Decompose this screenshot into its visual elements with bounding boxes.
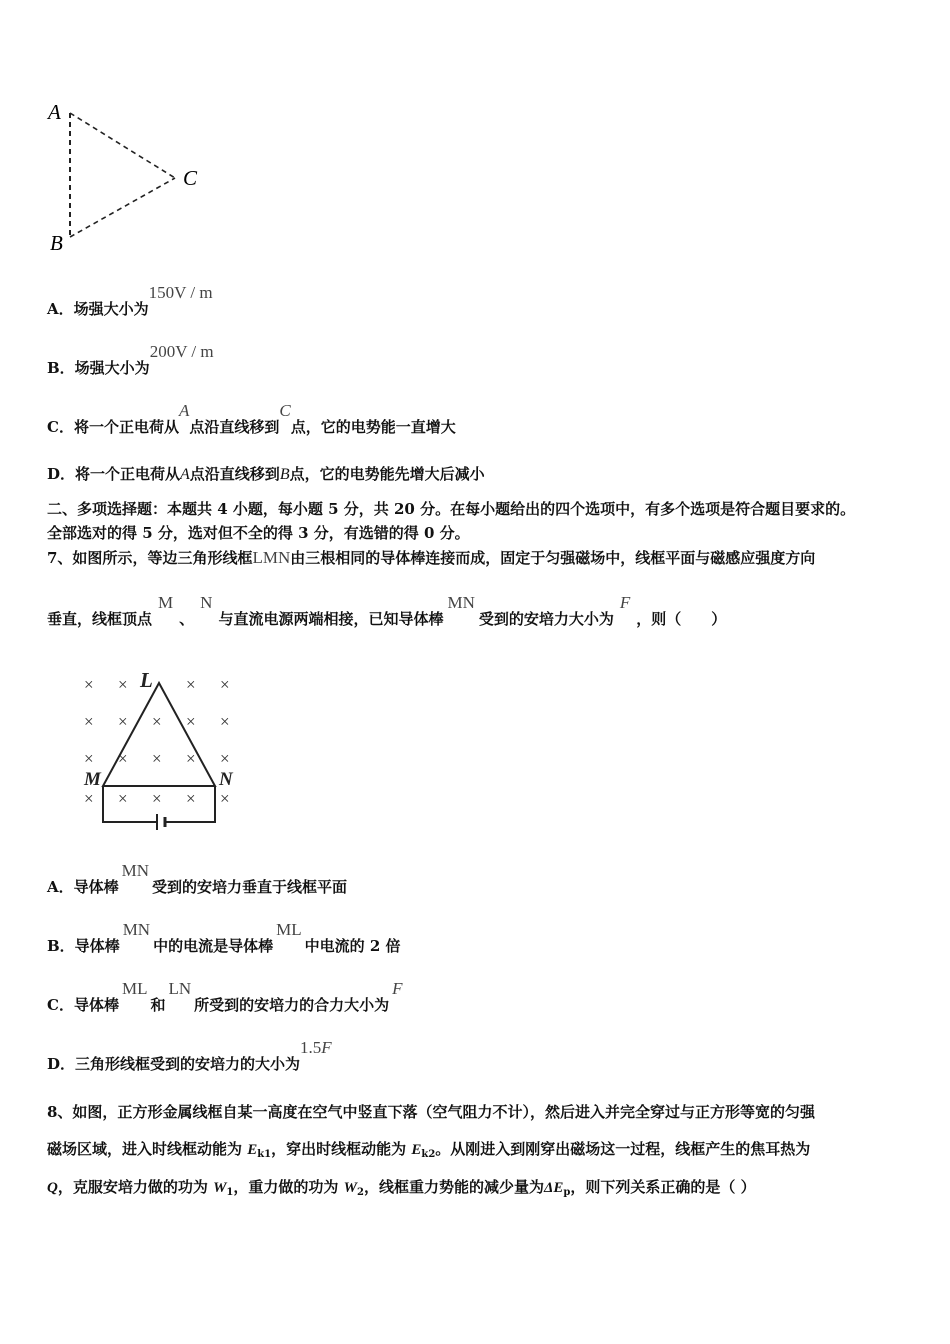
field-cross: × [220, 675, 230, 694]
q7-option-d: D．三角形线框受到的安培力的大小为1.5F [47, 1038, 332, 1073]
q6-option-d: D．将一个正电荷从A点沿直线移到B点，它的电势能先增大后减小 [47, 465, 485, 483]
field-cross: × [186, 712, 196, 731]
circuit-wire-left [103, 786, 157, 822]
field-cross: × [118, 712, 128, 731]
label-m: M [84, 769, 101, 790]
label-b: B [50, 231, 63, 255]
field-cross: × [84, 712, 94, 731]
edge-ac [70, 113, 175, 178]
q6-option-b: B．场强大小为200V / m [47, 342, 214, 377]
field-cross: × [186, 789, 196, 808]
edge-bc [70, 178, 175, 237]
field-cross: × [118, 675, 128, 694]
q8-stem-line3: Q，克服安培力做的功为 $W_1$，重力做的功为 $W_2$，线框重力势能的减少量为$\Delta E_p$，则下列关系正确的是（ ） [47, 1178, 756, 1198]
field-cross: × [152, 749, 162, 768]
field-cross: × [220, 789, 230, 808]
section2-line2: 全部选对的得 5 分，选对但不全的得 3 分，有选错的得 0 分。 [47, 524, 470, 542]
field-cross: × [152, 712, 162, 731]
field-cross: × [84, 789, 94, 808]
q6-option-c: C．将一个正电荷从A点沿直线移到C点，它的电势能一直增大 [47, 401, 456, 436]
q7-stem-line2: 垂直，线框顶点M、N与直流电源两端相接，已知导体棒MN受到的安培力大小为F，则（ ） [47, 593, 727, 628]
q7-stem-line1: 7、如图所示，等边三角形线框LMN由三根相同的导体棒连接而成，固定于匀强磁场中，线框平面与磁感应强度方向 [47, 548, 816, 567]
field-cross: × [84, 749, 94, 768]
label-n: N [219, 769, 233, 790]
q8-stem-line2: 磁场区域，进入时线框动能为 $E_{k1}$，穿出时线框动能为 $E_{k2}$。从刚进入到刚穿出磁场这一过程，线框产生的焦耳热为 [47, 1140, 811, 1160]
field-cross: × [152, 789, 162, 808]
field-cross: × [118, 749, 128, 768]
label-c: C [183, 166, 198, 190]
q6-option-a: A．场强大小为150V / m [47, 283, 213, 318]
field-cross: × [220, 749, 230, 768]
field-cross: × [186, 675, 196, 694]
q7-triangle-field-figure [78, 665, 248, 835]
q7-option-b: B．导体棒MN中的电流是导体棒ML中电流的 2 倍 [47, 920, 401, 955]
field-cross: × [220, 712, 230, 731]
label-l: L [140, 668, 153, 692]
q8-stem-line1: 8、如图，正方形金属线框自某一高度在空气中竖直下落（空气阻力不计），然后进入并完全穿过与正方形等宽的匀强 [47, 1103, 815, 1121]
q7-option-a: A．导体棒MN受到的安培力垂直于线框平面 [47, 861, 348, 896]
field-cross: × [84, 675, 94, 694]
triangle-abc-figure [40, 95, 220, 260]
q7-option-c: C．导体棒ML和LN所受到的安培力的合力大小为F [47, 979, 403, 1014]
magnetic-field-crosses [84, 675, 230, 808]
field-cross: × [186, 749, 196, 768]
triangle-lmn [103, 683, 215, 786]
field-cross: × [118, 789, 128, 808]
section2-line1: 二、多项选择题：本题共 4 小题，每小题 5 分，共 20 分。在每小题给出的四个选项中，有多个选项是符合题目要求的。 [47, 500, 856, 518]
label-a: A [48, 100, 61, 124]
